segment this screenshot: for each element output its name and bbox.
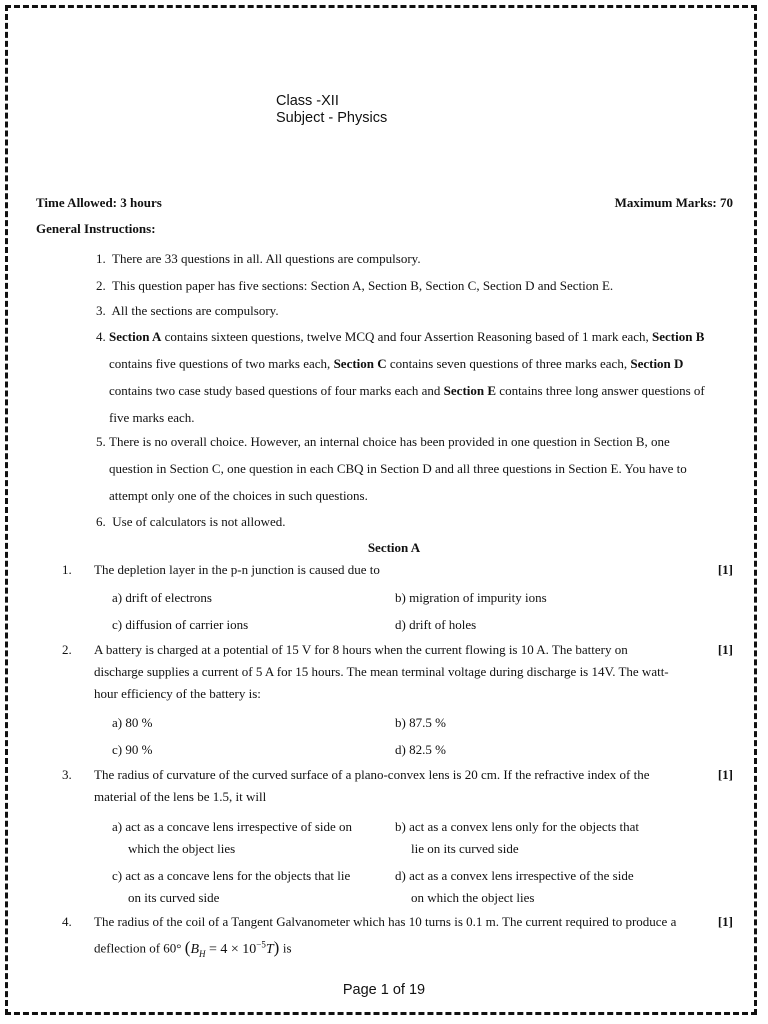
question-line: discharge supplies a current of 5 A for 15 hours. The mean terminal voltage during discharge is 14V. The watt- (94, 664, 669, 679)
page-number: Page 1 of 19 (342, 982, 426, 998)
instruction-text: five marks each. (109, 410, 195, 425)
formula-t: T (265, 941, 274, 957)
question-line-suffix: is (282, 940, 292, 956)
instruction-text: This question paper has five sections: Section A, Section B, Section C, Section D and Section E. (112, 278, 614, 293)
option-d[interactable]: d) drift of holes (395, 617, 477, 632)
section-d-label: Section D (630, 356, 684, 371)
time-allowed: Time Allowed: 3 hours (36, 195, 162, 210)
option-line: on its curved side (128, 890, 220, 905)
instruction-3 (96, 297, 736, 324)
question-marks: [1] (717, 562, 733, 577)
section-b-label: Section B (652, 329, 705, 344)
instruction-5 (96, 428, 746, 509)
option-b[interactable]: b) migration of impurity ions (395, 590, 547, 605)
subject-line: Subject - Physics (276, 110, 388, 126)
question-marks: [1] (717, 767, 733, 782)
question-line: material of the lens be 1.5, it will (94, 789, 267, 804)
section-c-label: Section C (333, 356, 387, 371)
option-d[interactable]: d) 82.5 % (395, 742, 446, 757)
instruction-2 (96, 272, 736, 299)
option-b[interactable] (395, 816, 695, 860)
option-line: a) act as a concave lens irrespective of side on (112, 819, 353, 834)
instruction-number: 1. (96, 251, 106, 266)
section-a-text: contains sixteen questions, twelve MCQ and four Assertion Reasoning based of 1 mark each, (161, 329, 653, 344)
question-text (94, 639, 706, 705)
option-line: lie on its curved side (411, 841, 519, 856)
section-c-text: contains seven questions of three marks each, (386, 356, 631, 371)
option-line: c) act as a concave lens for the objects that lie (112, 868, 351, 883)
formula-exp: −5 (256, 939, 266, 949)
formula-sub: H (199, 948, 206, 959)
maximum-marks: Maximum Marks: 70 (614, 195, 733, 210)
option-a[interactable]: a) drift of electrons (112, 590, 212, 605)
section-e-label: Section E (443, 383, 497, 398)
question-line: The radius of the coil of a Tangent Galvanometer which has 10 turns is 0.1 m. The current required to produce a (94, 914, 677, 929)
instruction-text: All the sections are compulsory. (111, 303, 279, 318)
section-b-text: contains five questions of two marks each, (109, 356, 334, 371)
section-e-text: contains three long answer questions of (496, 383, 705, 398)
section-d-text: contains two case study based questions of four marks each and (109, 383, 444, 398)
instruction-6 (96, 508, 736, 535)
formula-b: B (190, 941, 199, 957)
formula-open-paren: ( (184, 937, 191, 957)
question-text (94, 764, 706, 808)
instruction-number: 6. (96, 514, 106, 529)
formula-close-paren: ) (273, 937, 280, 957)
question-marks: [1] (717, 914, 733, 929)
question-line (94, 933, 706, 964)
question-line-prefix: deflection of 60° (94, 940, 182, 956)
instruction-text: There are 33 questions in all. All questions are compulsory. (112, 251, 421, 266)
instruction-text: There is no overall choice. However, an internal choice has been provided in one question in Section B, one (109, 434, 670, 449)
instruction-number: 3. (96, 303, 106, 318)
option-line: on which the object lies (411, 890, 535, 905)
instruction-text: attempt only one of the choices in such questions. (109, 488, 368, 503)
option-line: which the object lies (128, 841, 236, 856)
instruction-number: 4. (96, 329, 106, 344)
option-a[interactable]: a) 80 % (112, 715, 153, 730)
class-line: Class -XII (276, 93, 339, 109)
option-c[interactable] (112, 865, 382, 909)
instruction-1 (96, 245, 736, 272)
question-number: 3. (62, 767, 72, 782)
general-instructions-heading: General Instructions: (36, 221, 156, 236)
option-d[interactable] (395, 865, 695, 909)
formula (184, 937, 283, 959)
section-title: Section A (367, 540, 421, 555)
instruction-text: question in Section C, one question in each CBQ in Section D and all three questions in Section E. You have to (109, 461, 687, 476)
question-marks: [1] (717, 642, 733, 657)
instruction-text: Use of calculators is not allowed. (112, 514, 286, 529)
question-line: The radius of curvature of the curved surface of a plano-convex lens is 20 cm. If the refractive index of the (94, 767, 650, 782)
option-line: d) act as a convex lens irrespective of the side (395, 868, 634, 883)
option-c[interactable]: c) diffusion of carrier ions (112, 617, 249, 632)
question-line: hour efficiency of the battery is: (94, 686, 261, 701)
formula-rest: = 4 × 10 (205, 941, 257, 957)
question-number: 1. (62, 562, 72, 577)
section-a-label: Section A (109, 329, 162, 344)
instruction-number: 5. (96, 434, 106, 449)
instruction-4 (96, 323, 746, 431)
question-number: 2. (62, 642, 72, 657)
question-number: 4. (62, 914, 72, 929)
option-c[interactable]: c) 90 % (112, 742, 153, 757)
question-text (94, 911, 706, 964)
question-line: A battery is charged at a potential of 15 V for 8 hours when the current flowing is 10 A. The battery on (94, 642, 628, 657)
question-text: The depletion layer in the p-n junction is caused due to (94, 562, 380, 577)
option-b[interactable]: b) 87.5 % (395, 715, 446, 730)
option-line: b) act as a convex lens only for the objects that (395, 819, 640, 834)
option-a[interactable] (112, 816, 382, 860)
instruction-number: 2. (96, 278, 106, 293)
